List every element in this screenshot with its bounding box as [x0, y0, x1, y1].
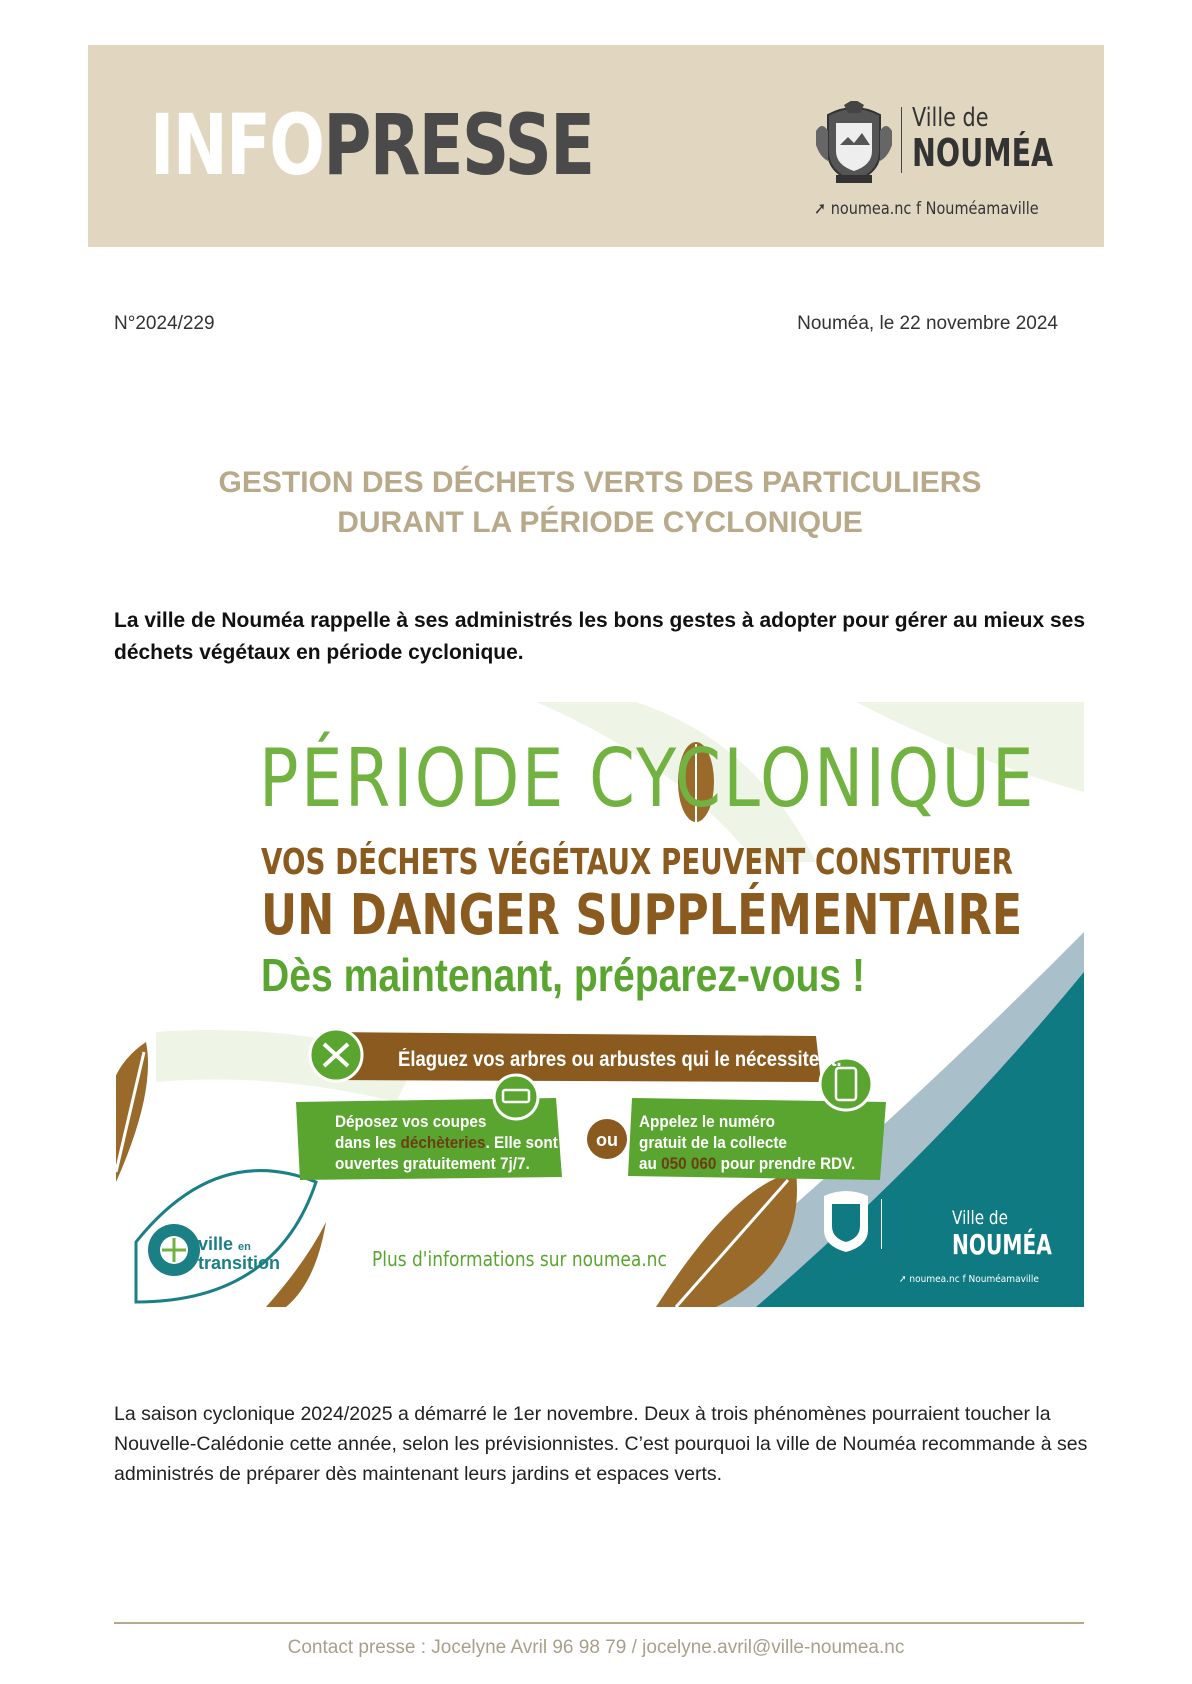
step3-line-3-pre: au	[639, 1154, 662, 1173]
poster-logo-social: ➚ noumea.nc f Nouméamaville	[899, 1274, 1039, 1285]
transition-en: en	[238, 1241, 251, 1253]
body-paragraph: La saison cyclonique 2024/2025 a démarré le 1er novembre. Deux à trois phénomènes pourraient toucher la Nouvelle-Calédonie cette année, selon les prévisionnistes. C’est pourquoi la ville de Nouméa recommande à ses administrés de préparer dès maintenant leurs jardins et espaces verts.	[114, 1403, 1088, 1485]
infopresse-wordmark	[150, 96, 594, 194]
logo-divider	[901, 107, 902, 173]
poster-title: PÉRIODE CYCLONIQUE	[259, 732, 1036, 825]
logo-social-text: ➚ noumea.nc f Nouméamaville	[814, 199, 1039, 219]
poster-logo-ville: Ville de	[952, 1207, 1008, 1229]
step2-line-2	[335, 1132, 558, 1153]
city-crest-icon	[814, 101, 894, 185]
step2-line-3: ouvertes gratuitement 7j/7.	[335, 1154, 530, 1173]
poster-step-prune: Élaguez vos arbres ou arbustes qui le nécessitent.	[398, 1048, 842, 1071]
step3-line-1: Appelez le numéro	[639, 1112, 776, 1131]
step3-line-2: gratuit de la collecte	[639, 1133, 787, 1152]
step2-line-2-pre: dans les	[335, 1133, 401, 1152]
press-release-number: N°2024/229	[114, 313, 215, 334]
poster-or-badge: ou	[596, 1130, 618, 1150]
logo-noumea-text: NOUMÉA	[912, 131, 1054, 175]
poster-warning-line-2: UN DANGER SUPPLÉMENTAIRE	[261, 883, 1023, 948]
poster-more-info: Plus d'informations sur noumea.nc	[372, 1247, 667, 1271]
brand-info: INFO	[150, 96, 324, 194]
step2-line-2-post: . Elle sont	[485, 1133, 558, 1152]
transition-word: transition	[198, 1253, 281, 1273]
step2-line-1: Déposez vos coupes	[335, 1112, 487, 1131]
header-banner	[88, 45, 1104, 247]
title-line-2: DURANT LA PÉRIODE CYCLONIQUE	[337, 506, 863, 539]
poster-logo-noumea: NOUMÉA	[952, 1228, 1052, 1261]
step3-line-3-post: pour prendre RDV.	[716, 1154, 856, 1173]
press-release-date: Nouméa, le 22 novembre 2024	[797, 313, 1058, 334]
dechetteries-highlight: déchèteries	[400, 1133, 486, 1152]
title-line-1: GESTION DES DÉCHETS VERTS DES PARTICULIERS	[218, 466, 982, 499]
page-title	[100, 463, 1100, 543]
poster-call-to-action: Dès maintenant, préparez-vous !	[261, 949, 866, 1001]
phone-number-highlight: 050 060	[661, 1154, 717, 1173]
noumea-logo	[814, 101, 1054, 219]
lead-paragraph: La ville de Nouméa rappelle à ses administrés les bons gestes à adopter pour gérer au mieux ses déchets végétaux en période cyclonique.	[114, 609, 1086, 664]
transition-ville: ville	[198, 1234, 234, 1254]
brand-presse: PRESSE	[323, 96, 594, 194]
press-contact: Contact presse : Jocelyne Avril 96 98 79 / jocelyne.avril@ville-noumea.nc	[287, 1637, 905, 1658]
step3-line-3	[639, 1153, 855, 1174]
poster-step-call	[639, 1111, 855, 1174]
logo-ville-text: Ville de	[912, 103, 989, 133]
footer-divider	[114, 1622, 1084, 1624]
poster-warning-line-1: VOS DÉCHETS VÉGÉTAUX PEUVENT CONSTITUER	[261, 842, 1013, 883]
poster-step-deposit	[335, 1111, 558, 1174]
ville-en-transition-logo	[198, 1236, 280, 1271]
cyclone-poster	[116, 702, 1084, 1307]
